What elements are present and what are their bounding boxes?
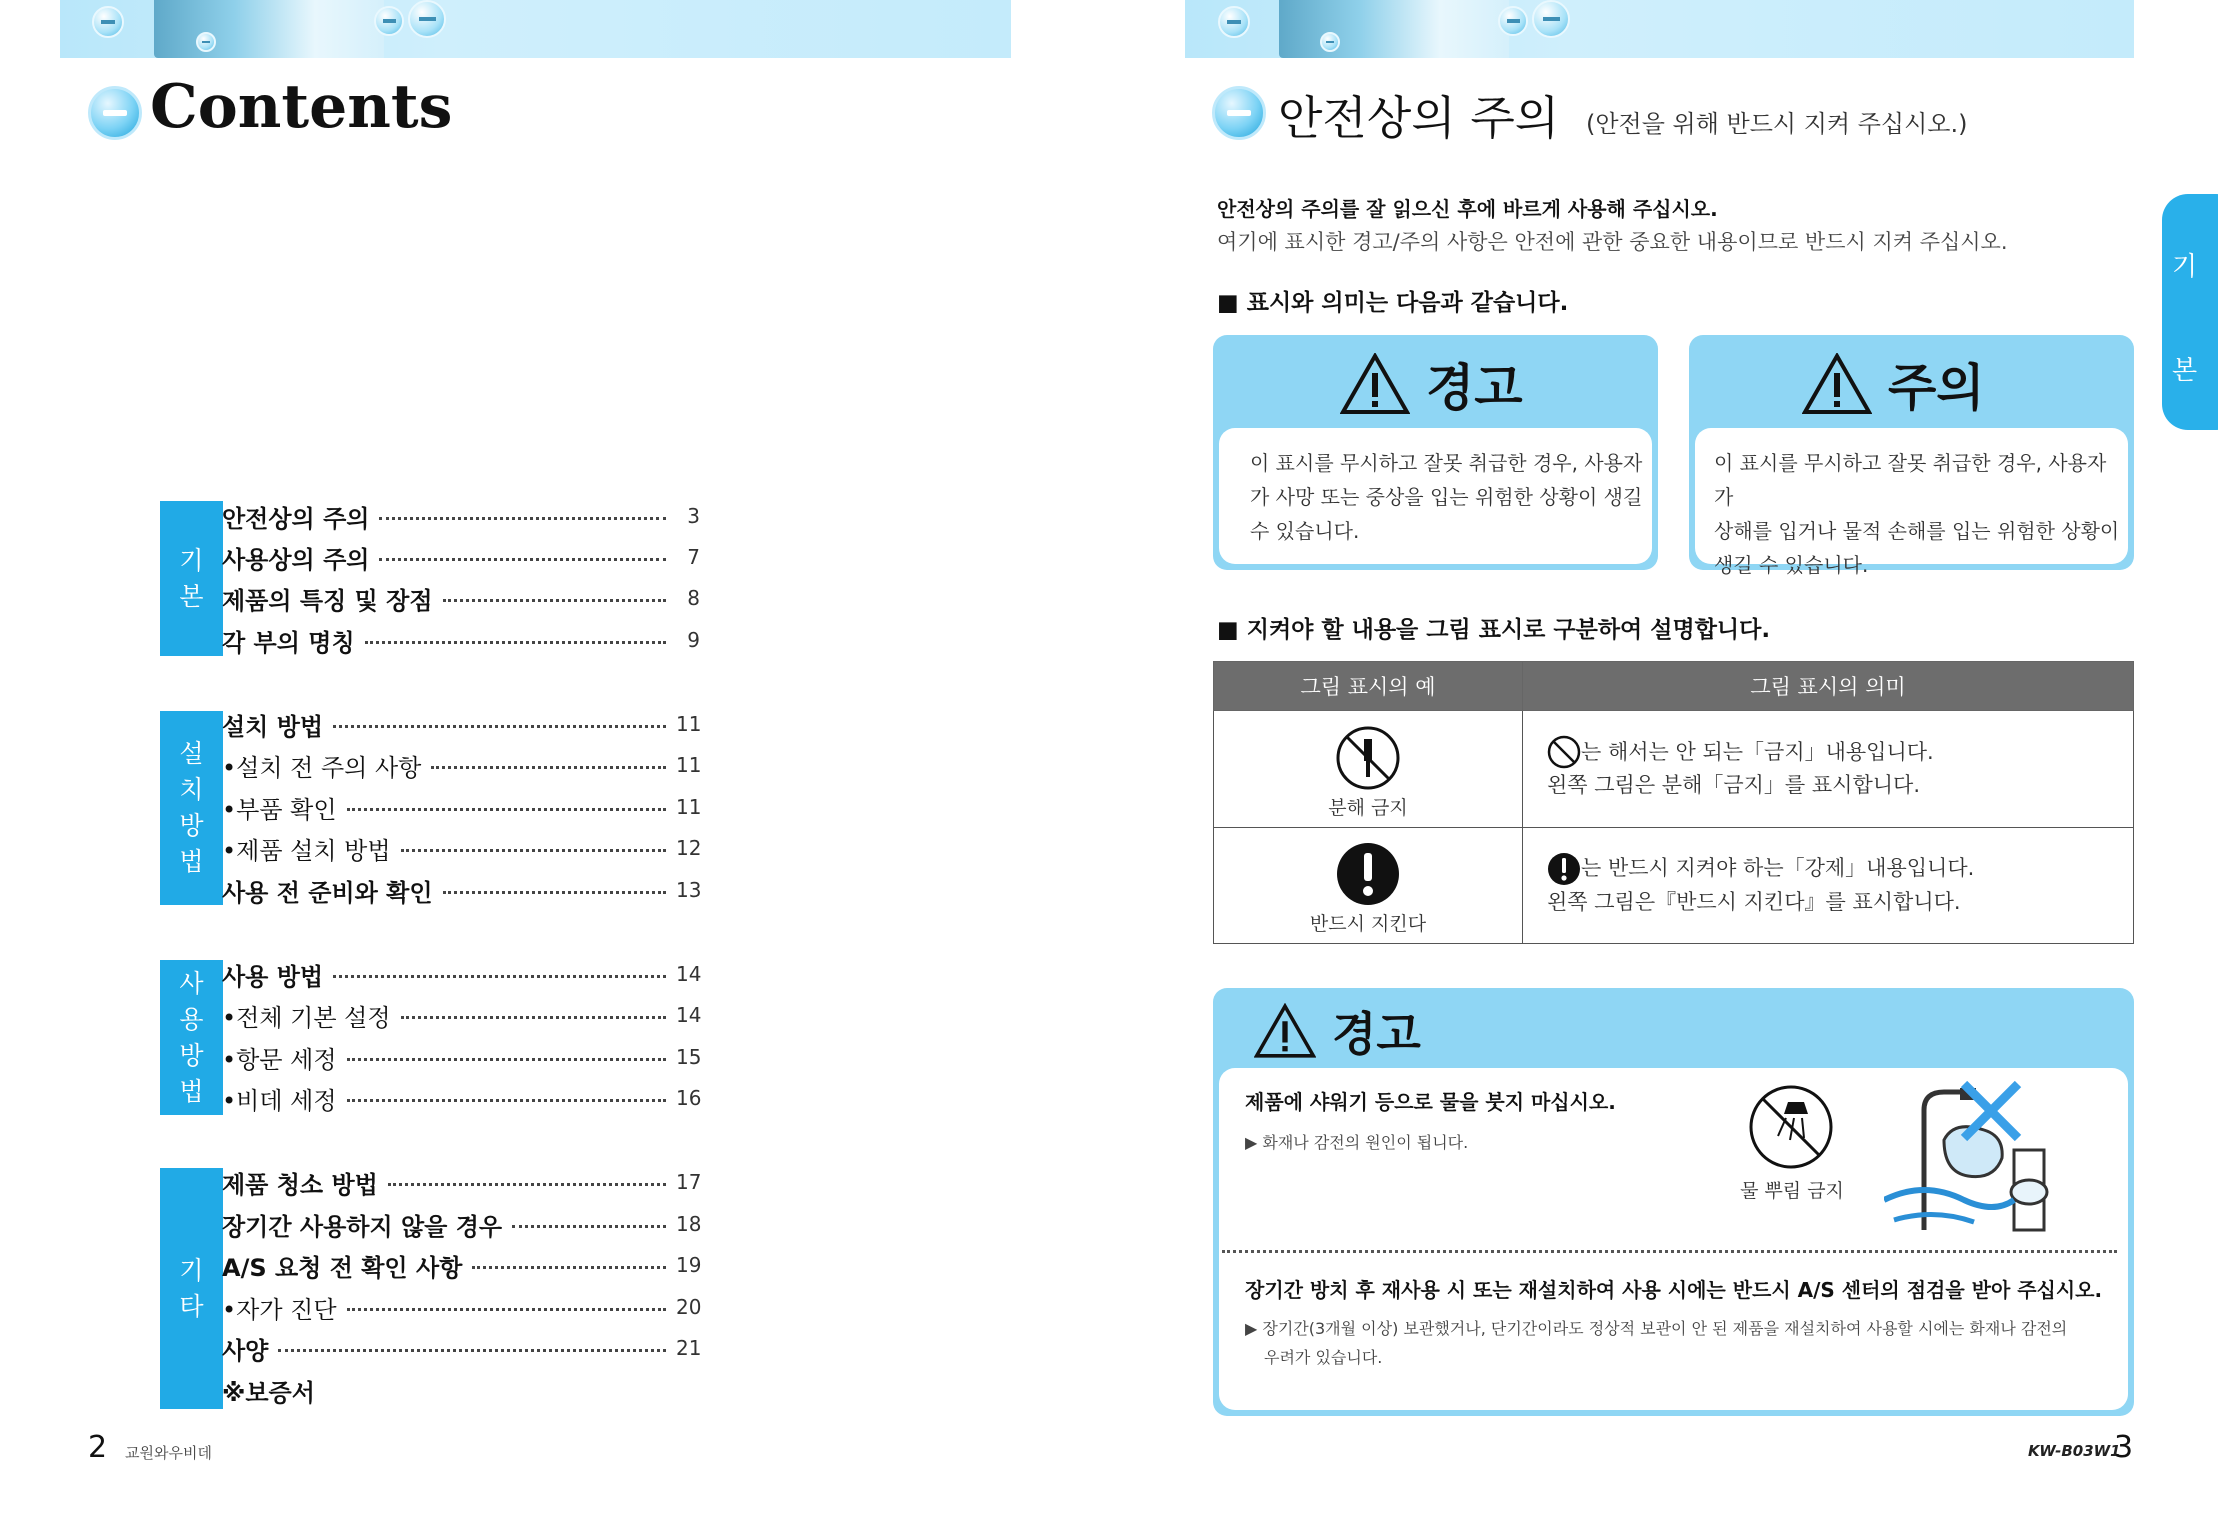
table-header-row	[1214, 662, 2134, 711]
warning-panel-title	[1254, 998, 1421, 1064]
toc-tab-install: 설 치 방 법	[160, 711, 223, 905]
warning-item-2-detail-line2: 우려가 있습니다.	[1264, 1348, 1383, 1367]
side-tab-char: 기	[2172, 252, 2198, 282]
toc-item[interactable]	[222, 1370, 700, 1410]
toc-item-label: •설치 전 주의 사항	[222, 753, 422, 782]
warning-panel-title-text: 경고	[1332, 1007, 1421, 1061]
toc-item-page: 19	[676, 1253, 702, 1277]
bubble-icon	[1320, 32, 1340, 52]
toc-leader	[472, 1266, 666, 1269]
table-row	[1214, 711, 2134, 828]
toc-tab-other: 기 타	[160, 1168, 223, 1409]
toc-item-page: 18	[676, 1212, 702, 1236]
left-page-number: 2	[88, 1430, 108, 1465]
mandatory-small-icon	[1547, 852, 1581, 886]
toc-leader	[512, 1225, 666, 1228]
side-section-tab[interactable]	[2162, 194, 2218, 430]
warning-item-1-detail: ▶ 화재나 감전의 원인이 됩니다.	[1245, 1133, 1469, 1152]
toc-item-label: 사용상의 주의	[222, 545, 370, 574]
side-tab-char: 본	[2172, 356, 2198, 386]
warning-definition-title	[1340, 348, 1523, 420]
toc-item-page: 15	[676, 1045, 702, 1069]
toc-item[interactable]	[222, 787, 700, 827]
toc-tab-usage: 사 용 방 법	[160, 960, 223, 1115]
toc-item-label: •제품 설치 방법	[222, 836, 391, 865]
toc-item-label: •부품 확인	[222, 795, 337, 824]
text-line: 생길 수 있습니다.	[1714, 553, 1869, 577]
toc-item[interactable]	[222, 954, 700, 994]
toc-item[interactable]	[222, 1204, 700, 1244]
no-water-spray-icon	[1748, 1084, 1834, 1170]
left-footer-brand: 교원와우비데	[125, 1444, 212, 1462]
toc-item[interactable]	[222, 578, 700, 618]
symbol-meaning-table	[1213, 661, 2134, 944]
toc-item-label: 제품 청소 방법	[222, 1170, 378, 1199]
bubble-icon	[1532, 0, 1570, 38]
icon-caption: 분해 금지	[1328, 796, 1408, 819]
toc-item-label: 설치 방법	[222, 712, 324, 741]
toc-item[interactable]	[222, 1078, 700, 1118]
warning-definition-text	[1250, 446, 1645, 548]
table-header-cell: 그림 표시의 예	[1214, 662, 1523, 711]
toc-item-page: 14	[676, 1003, 702, 1027]
left-header-photo	[154, 0, 384, 58]
warning-triangle-icon	[1254, 1003, 1316, 1059]
toc-item[interactable]	[222, 1037, 700, 1077]
toc-item-page: 21	[676, 1336, 702, 1360]
caution-definition-title-text: 주의	[1888, 359, 1985, 417]
no-water-spray-caption: 물 뿌림 금지	[1740, 1180, 1844, 1202]
toc-leader	[333, 975, 666, 978]
page-subtitle: (안전을 위해 반드시 지켜 주십시오.)	[1586, 110, 1968, 138]
bubble-icon	[1218, 6, 1250, 38]
toc-item[interactable]	[222, 995, 700, 1035]
meaning-line	[1547, 735, 2132, 769]
section-heading-symbols: ■ 표시와 의미는 다음과 같습니다.	[1217, 290, 1569, 316]
text-line: 수 있습니다.	[1250, 519, 1360, 543]
toc-item[interactable]	[222, 496, 700, 536]
toc-item[interactable]	[222, 704, 700, 744]
warning-triangle-icon	[1802, 353, 1872, 415]
meaning-text: 왼쪽 그림은『반드시 지킨다』를 표시합니다.	[1547, 889, 1961, 914]
bubble-icon	[374, 6, 404, 36]
toc-item-page: 7	[687, 545, 700, 569]
toc-tab-basic: 기 본	[160, 501, 223, 656]
toc-item-label: 장기간 사용하지 않을 경우	[222, 1212, 503, 1241]
toc-item-page: 11	[676, 753, 702, 777]
toc-leader	[379, 558, 666, 561]
toc-item-page: 12	[676, 836, 702, 860]
warning-item-2-detail-line1: ▶ 장기간(3개월 이상) 보관했거나, 단기간이라도 정상적 보관이 안 된 제품을 재설치하여 사용할 시에는 화재나 감전의	[1245, 1319, 2068, 1338]
bubble-icon	[408, 0, 446, 38]
text-line: 상해를 입거나 물적 손해를 입는 위험한 상황이	[1714, 519, 2120, 543]
toc-item-page: 11	[676, 712, 702, 736]
table-header-cell: 그림 표시의 의미	[1523, 662, 2134, 711]
toc-item-page: 20	[676, 1295, 702, 1319]
warning-item-1-heading: 제품에 샤워기 등으로 물을 붓지 마십시오.	[1245, 1090, 1616, 1114]
title-bullet-icon	[88, 86, 142, 140]
intro-bold-text: 안전상의 주의를 잘 읽으신 후에 바르게 사용해 주십시오.	[1217, 197, 1718, 221]
toc-item-page: 16	[676, 1086, 702, 1110]
toc-leader	[379, 517, 666, 520]
toc-leader	[347, 1308, 666, 1311]
toc-leader	[347, 1058, 666, 1061]
toc-item-label: 사양	[222, 1336, 269, 1365]
toc-leader	[365, 641, 666, 644]
toc-item[interactable]	[222, 1162, 700, 1202]
toc-item-label: •전체 기본 설정	[222, 1003, 391, 1032]
table-cell-meaning	[1523, 827, 2134, 944]
toc-item[interactable]	[222, 620, 700, 660]
table-cell-icon	[1214, 711, 1523, 828]
toc-item[interactable]	[222, 870, 700, 910]
title-bullet-icon	[1212, 86, 1266, 140]
toc-item[interactable]	[222, 828, 700, 868]
caution-definition-text	[1714, 446, 2124, 582]
text-line: 가 사망 또는 중상을 입는 위험한 상황이 생길	[1250, 485, 1643, 509]
bidet-spray-illustration	[1884, 1080, 2060, 1240]
warning-triangle-icon	[1340, 353, 1410, 415]
prohibition-icon	[1547, 735, 1581, 769]
toc-item-page: 14	[676, 962, 702, 986]
toc-item-label: •항문 세정	[222, 1045, 337, 1074]
toc-item-label: •자가 진단	[222, 1295, 337, 1324]
toc-leader	[443, 891, 666, 894]
bubble-icon	[92, 6, 124, 38]
table-cell-icon	[1214, 827, 1523, 944]
toc-leader	[278, 1349, 666, 1352]
meaning-text: 는 반드시 지켜야 하는「강제」내용입니다.	[1581, 856, 1975, 881]
toc-item-page: 9	[687, 628, 700, 652]
toc-item-page: 17	[676, 1170, 702, 1194]
mandatory-icon	[1335, 841, 1401, 907]
bubble-icon	[1498, 6, 1528, 36]
toc-item-label: 사용 방법	[222, 962, 324, 991]
toc-item-page: 3	[687, 504, 700, 528]
toc-item[interactable]	[222, 1328, 700, 1368]
contents-title: Contents	[150, 72, 453, 142]
text-line: 이 표시를 무시하고 잘못 취급한 경우, 사용자가	[1714, 451, 2107, 509]
table-row	[1214, 827, 2134, 944]
toc-leader	[431, 766, 666, 769]
toc-item[interactable]	[222, 1245, 700, 1285]
toc-item[interactable]	[222, 1287, 700, 1327]
meaning-text: 는 해서는 안 되는「금지」내용입니다.	[1581, 739, 1934, 764]
toc-item-label: 각 부의 명칭	[222, 628, 355, 657]
toc-leader	[388, 1183, 666, 1186]
toc-leader	[401, 1016, 666, 1019]
meaning-text: 왼쪽 그림은 분해「금지」를 표시합니다.	[1547, 773, 1920, 798]
table-cell-meaning	[1523, 711, 2134, 828]
caution-definition-title	[1802, 348, 1985, 420]
right-header-photo	[1279, 0, 1509, 58]
bubble-icon	[196, 32, 216, 52]
text-line: 이 표시를 무시하고 잘못 취급한 경우, 사용자	[1250, 451, 1643, 475]
meaning-line	[1547, 852, 2132, 886]
page-title: 안전상의 주의	[1278, 91, 1560, 145]
toc-item-label: •비데 세정	[222, 1086, 337, 1115]
toc-item[interactable]	[222, 537, 700, 577]
warning-item-2-heading: 장기간 방치 후 재사용 시 또는 재설치하여 사용 시에는 반드시 A/S 센터의 점검을 받아 주십시오.	[1245, 1278, 2103, 1302]
toc-item-page: 8	[687, 586, 700, 610]
toc-item-label: 사용 전 준비와 확인	[222, 878, 433, 907]
toc-item-label: A/S 요청 전 확인 사항	[222, 1253, 463, 1282]
toc-item[interactable]	[222, 745, 700, 785]
toc-leader	[347, 808, 666, 811]
toc-item-label: 안전상의 주의	[222, 504, 370, 533]
toc-item-page: 11	[676, 795, 702, 819]
right-page-number: 3	[2114, 1430, 2134, 1465]
dotted-divider	[1222, 1250, 2117, 1253]
toc-leader	[401, 849, 666, 852]
toc-item-label: 제품의 특징 및 장점	[222, 586, 433, 615]
toc-leader	[347, 1099, 666, 1102]
intro-text: 여기에 표시한 경고/주의 사항은 안전에 관한 중요한 내용이므로 반드시 지켜 주십시오.	[1217, 230, 2008, 254]
warning-definition-title-text: 경고	[1426, 359, 1523, 417]
no-disassembly-icon	[1335, 725, 1401, 791]
toc-item-label: ※보증서	[222, 1378, 315, 1407]
toc-leader	[443, 599, 666, 602]
icon-caption: 반드시 지킨다	[1309, 913, 1427, 936]
toc-item-page: 13	[676, 878, 702, 902]
toc-leader	[333, 725, 666, 728]
right-footer-model: KW-B03W1	[2028, 1442, 2121, 1460]
section-heading-pictograms: ■ 지켜야 할 내용을 그림 표시로 구분하여 설명합니다.	[1217, 617, 1771, 643]
